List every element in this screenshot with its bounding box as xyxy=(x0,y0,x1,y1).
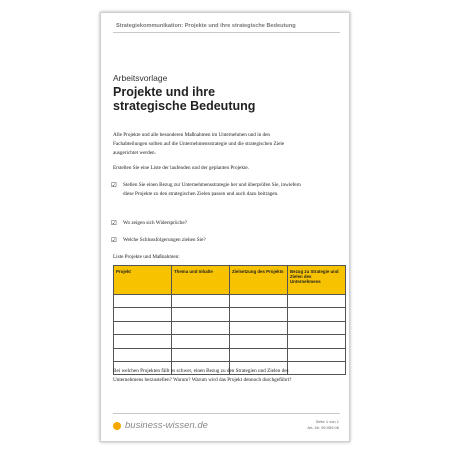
table-cell xyxy=(114,321,172,334)
table-cell xyxy=(172,308,230,321)
column-header-objective: Zielsetzung des Projekts xyxy=(230,266,288,295)
table-cell xyxy=(288,295,346,308)
page-info xyxy=(307,419,339,431)
checklist-item-text: Wo zeigen sich Widersprüche? xyxy=(123,220,187,226)
table-body xyxy=(114,295,346,375)
table-row xyxy=(114,348,346,361)
article-number: Art.-Nr. 99.059.06 xyxy=(307,425,339,430)
table-cell xyxy=(288,308,346,321)
table-caption: Liste Projekte und Maßnahmen: xyxy=(113,254,180,260)
table-cell xyxy=(230,321,288,334)
column-header-strategy-relation: Bezug zu Strategie und Zielen des Unternehmens xyxy=(288,266,346,295)
column-header-topic: Thema und Inhalte xyxy=(172,266,230,295)
checkbox-icon: ☑ xyxy=(111,182,117,189)
table-cell xyxy=(288,348,346,361)
table-header-row xyxy=(114,266,346,295)
header-divider xyxy=(113,32,340,33)
table-cell xyxy=(114,295,172,308)
table-cell xyxy=(230,348,288,361)
table-cell xyxy=(230,335,288,348)
instruction-paragraph: Erstellen Sie eine Liste der laufenden und der geplanten Projekte. xyxy=(113,165,249,171)
table-cell xyxy=(230,295,288,308)
table-cell xyxy=(114,308,172,321)
table-cell xyxy=(114,335,172,348)
checklist-item xyxy=(111,236,311,245)
table-cell xyxy=(172,295,230,308)
checklist-item-text: Stellen Sie einen Bezug zur Unternehmensstrategie her und überprüfen Sie, inwiefern diese Projekte zu den strategischen Zielen passen und auch dazu beitragen. xyxy=(123,182,301,197)
logo-dot-icon xyxy=(113,422,121,430)
running-header: Strategiekommunikation: Projekte und ihre strategische Bedeutung xyxy=(116,23,296,29)
title-line-1: Projekte und ihre xyxy=(113,85,216,99)
column-header-project: Projekt xyxy=(114,266,172,295)
title-line-2: strategische Bedeutung xyxy=(113,99,256,113)
closing-paragraph: Bei welchen Projekten fällt es schwer, einen Bezug zu den Strategien und Zielen des Unternehmens herzustellen? Warum? Warum wird das Projekt dennoch durchgeführt? xyxy=(113,368,292,383)
table-cell xyxy=(288,335,346,348)
table-cell xyxy=(230,308,288,321)
checkbox-icon: ☑ xyxy=(111,220,117,227)
table-row xyxy=(114,321,346,334)
document-title xyxy=(113,85,338,113)
table-cell xyxy=(172,321,230,334)
checklist-item xyxy=(111,181,311,199)
table-cell xyxy=(172,348,230,361)
intro-paragraph: Alle Projekte und alle besonderen Maßnahmen im Unternehmen und in den Fachabteilungen sollten auf die Unternehmensstrategie und die strategischen Ziele ausgerichtet werden. xyxy=(113,132,285,156)
table-row xyxy=(114,335,346,348)
table-cell xyxy=(288,321,346,334)
footer-divider xyxy=(113,413,340,414)
brand-logo xyxy=(113,420,208,431)
table-row xyxy=(114,295,346,308)
page-number: Seite 1 von 1 xyxy=(315,419,339,424)
checklist-item xyxy=(111,219,311,228)
document-type-label: Arbeitsvorlage xyxy=(113,73,168,83)
logo-text: business-wissen.de xyxy=(125,420,208,431)
document-page xyxy=(100,12,350,442)
projects-table xyxy=(113,265,346,375)
checkbox-icon: ☑ xyxy=(111,237,117,244)
table-row xyxy=(114,308,346,321)
checklist-item-text: Welche Schlussfolgerungen ziehen Sie? xyxy=(123,237,206,243)
table-cell xyxy=(114,348,172,361)
table-cell xyxy=(172,335,230,348)
